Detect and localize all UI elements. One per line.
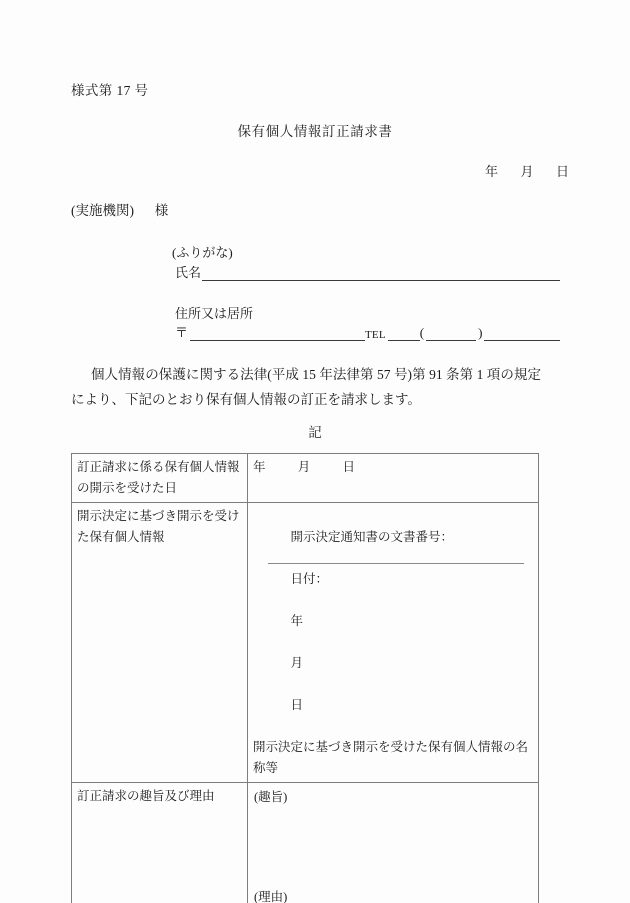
content-table — [71, 453, 539, 903]
recipient-honorific: 様 — [154, 203, 169, 218]
name-input-rule[interactable] — [202, 267, 560, 281]
postal-symbol: 〒 — [175, 325, 189, 340]
address-label: 住所又は居所 — [175, 306, 254, 321]
row-value-disclosed-info[interactable] — [248, 503, 539, 783]
disclosure-day: 日 — [342, 460, 356, 474]
tel-area-rule[interactable] — [388, 327, 420, 341]
document-date-label: 日付： — [290, 572, 329, 586]
page-title: 保有個人情報訂正請求書 — [237, 124, 393, 139]
address-input-rule[interactable] — [190, 327, 365, 341]
document-date-month: 月 — [290, 656, 304, 670]
row-value-disclosure-date[interactable] — [248, 454, 539, 503]
disclosed-info-input-rule[interactable] — [268, 563, 524, 564]
date-year: 年 — [484, 164, 498, 179]
name-row — [175, 262, 560, 281]
document-date-year: 年 — [290, 614, 304, 628]
disclosure-month: 月 — [297, 460, 311, 474]
furigana-label: (ふりがな) — [172, 245, 233, 260]
row-label-purpose-and-reason: 訂正請求の趣旨及び理由 — [72, 783, 248, 903]
legal-paragraph: 個人情報の保護に関する法律(平成 15 年法律第 57 号)第 91 条第 1 項の規定により、下記のとおり保有個人情報の訂正を請求します。 — [71, 367, 541, 407]
row-label-disclosed-info: 開示決定に基づき開示を受けた保有個人情報 — [72, 503, 248, 783]
date-line — [0, 161, 569, 180]
paren-open: ( — [419, 325, 425, 340]
document-date-day: 日 — [290, 698, 304, 712]
purpose-tag: (趣旨) — [254, 790, 288, 804]
disclosed-info-names-label: 開示決定に基づき開示を受けた保有個人情報の名称等 — [253, 740, 529, 775]
table-row — [72, 454, 539, 503]
disclosure-year: 年 — [253, 460, 266, 474]
recipient-line — [71, 199, 168, 219]
date-month: 月 — [520, 164, 534, 179]
address-row — [175, 322, 560, 341]
document-number-label: 開示決定通知書の文書番号： — [290, 530, 454, 544]
ki-marker: 記 — [308, 425, 322, 440]
table-row — [72, 503, 539, 783]
row-value-purpose-and-reason[interactable] — [248, 783, 539, 903]
row-label-disclosure-date: 訂正請求に係る保有個人情報の開示を受けた日 — [72, 454, 248, 503]
name-label: 氏名 — [175, 265, 202, 280]
tel-exchange-rule[interactable] — [426, 327, 476, 341]
form-number: 様式第 17 号 — [71, 83, 149, 98]
tel-number-rule[interactable] — [484, 327, 560, 341]
recipient-organization: (実施機関) — [71, 203, 134, 218]
date-day: 日 — [555, 164, 569, 179]
paren-close: ) — [478, 325, 483, 340]
document-number-line — [253, 506, 534, 737]
table-row — [72, 783, 539, 903]
tel-label: TEL — [365, 329, 386, 341]
reason-tag: (理由) — [254, 890, 288, 903]
